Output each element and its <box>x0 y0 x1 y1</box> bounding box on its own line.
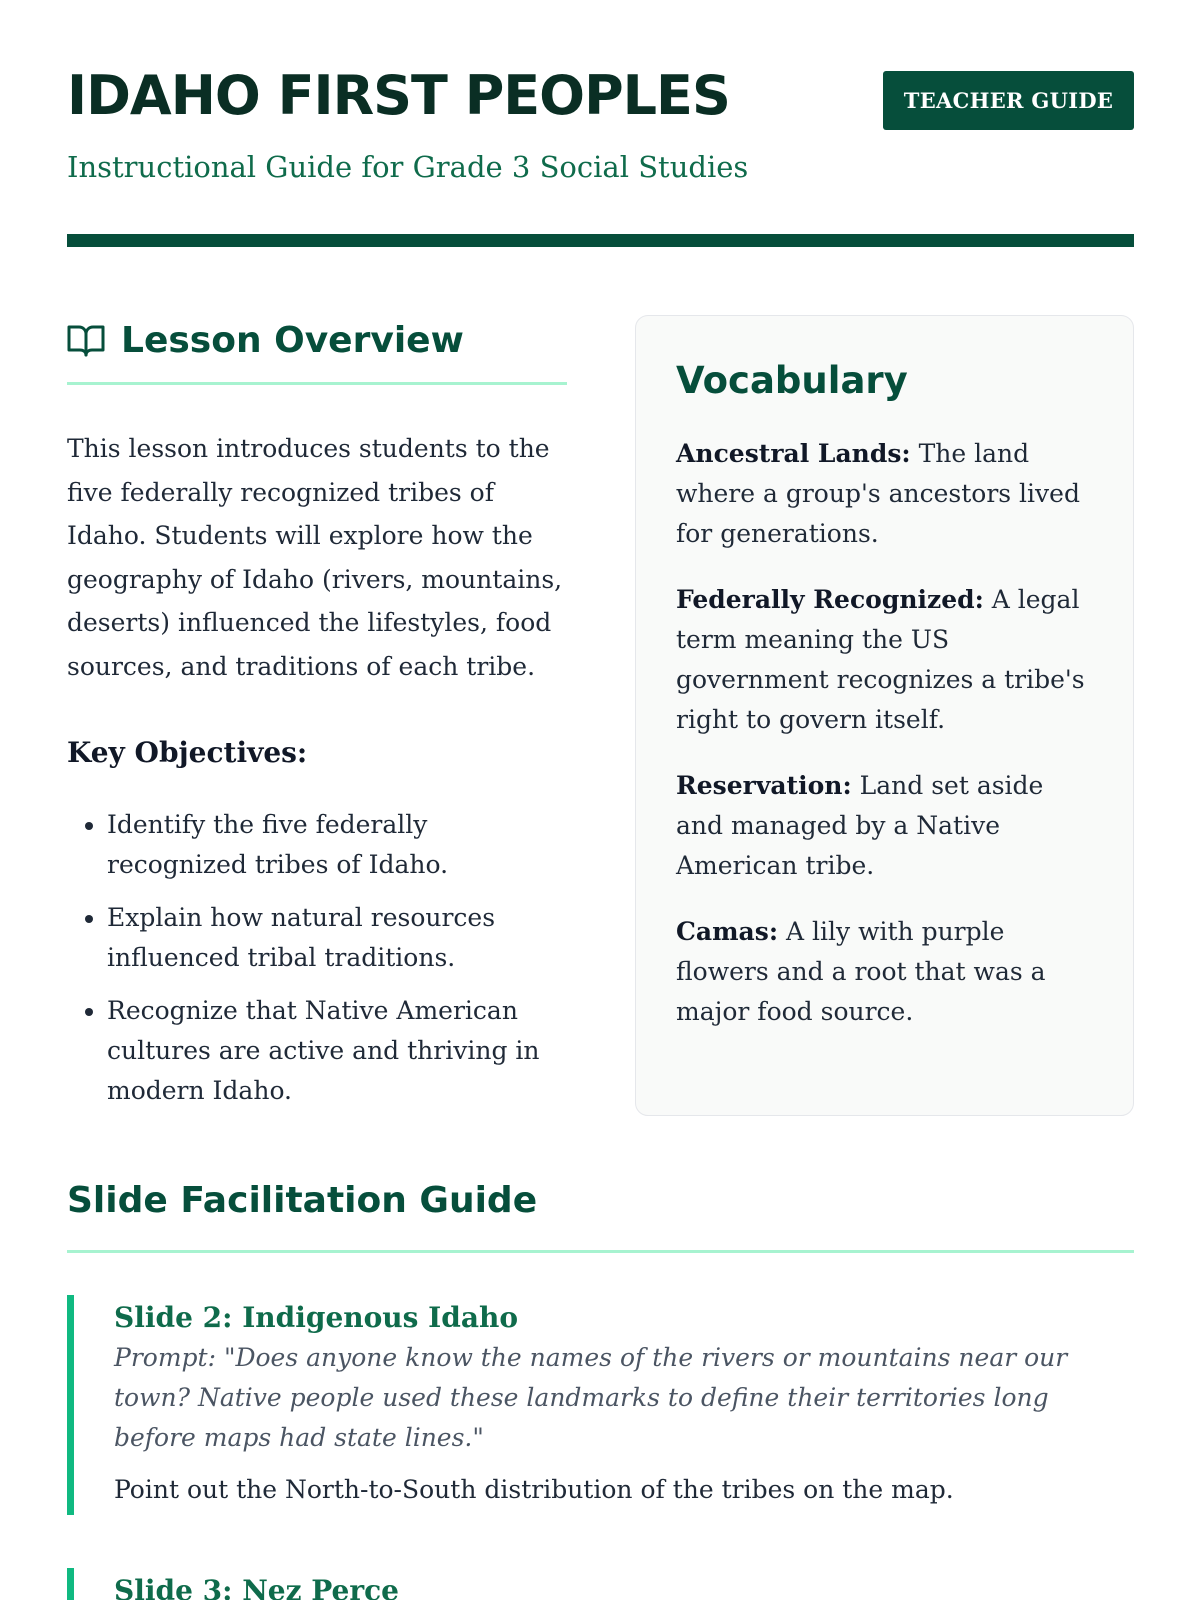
key-objectives-list <box>67 805 567 1111</box>
slide-title: Slide 3: Nez Perce <box>114 1574 399 1600</box>
teacher-guide-badge: TEACHER GUIDE <box>883 71 1134 130</box>
vocabulary-heading: Vocabulary <box>676 359 908 402</box>
overview-divider <box>67 382 567 385</box>
slide-card <box>67 1568 1134 1600</box>
slide-guide-divider <box>67 1250 1134 1253</box>
vocab-definition: A legal term meaning the US government recognizes a tribe's right to govern itself. <box>676 585 1085 734</box>
vocab-term: Ancestral Lands: <box>676 439 911 468</box>
slide-title: Slide 2: Indigenous Idaho <box>114 1301 519 1334</box>
slide-note: Point out the North-to-South distribution of the tribes on the map. <box>114 1475 954 1504</box>
vocab-term: Reservation: <box>676 771 852 800</box>
vocab-definition: The land where a group's ancestors lived for generations. <box>676 439 1080 548</box>
slide-prompt: Prompt: "Does anyone know the names of the rivers or mountains near our town? Native people used these landmarks to define their territories long before maps had state lines." <box>114 1343 1068 1452</box>
slide-guide-heading: Slide Facilitation Guide <box>67 1180 538 1221</box>
vocab-entry <box>676 434 1093 554</box>
vocab-entry <box>676 580 1093 740</box>
lesson-overview-heading <box>67 310 567 370</box>
slide-card <box>67 1295 1134 1515</box>
page-subtitle: Instructional Guide for Grade 3 Social Studies <box>67 150 749 184</box>
list-item: • Identify the five federally recognized tribes of Idaho. <box>107 805 567 885</box>
list-item: • Explain how natural resources influenced tribal traditions. <box>107 898 567 978</box>
vocab-term: Federally Recognized: <box>676 585 984 614</box>
lesson-overview-section <box>67 310 567 1124</box>
vocab-definition: Land set aside and managed by a Native American tribe. <box>676 771 1044 880</box>
vocab-definition: A lily with purple flowers and a root that was a major food source. <box>676 917 1046 1026</box>
book-open-icon <box>67 323 105 357</box>
header-divider <box>67 234 1134 247</box>
vocab-entry <box>676 766 1093 886</box>
lesson-overview-label: Lesson Overview <box>121 319 464 361</box>
vocabulary-card <box>635 315 1134 1116</box>
list-item: • Recognize that Native American cultures are active and thriving in modern Idaho. <box>107 991 567 1111</box>
teacher-guide-page <box>67 0 1134 1600</box>
vocab-term: Camas: <box>676 917 779 946</box>
page-title: IDAHO FIRST PEOPLES <box>67 64 730 127</box>
vocab-entry <box>676 912 1093 1032</box>
key-objectives-heading: Key Objectives: <box>67 736 308 769</box>
overview-paragraph: This lesson introduces students to the five federally recognized tribes of Idaho. Students will explore how the geography of Idaho (rivers, mountains, deserts) influenced the lifestyles, food sources, and traditions of each tribe. <box>67 434 563 681</box>
